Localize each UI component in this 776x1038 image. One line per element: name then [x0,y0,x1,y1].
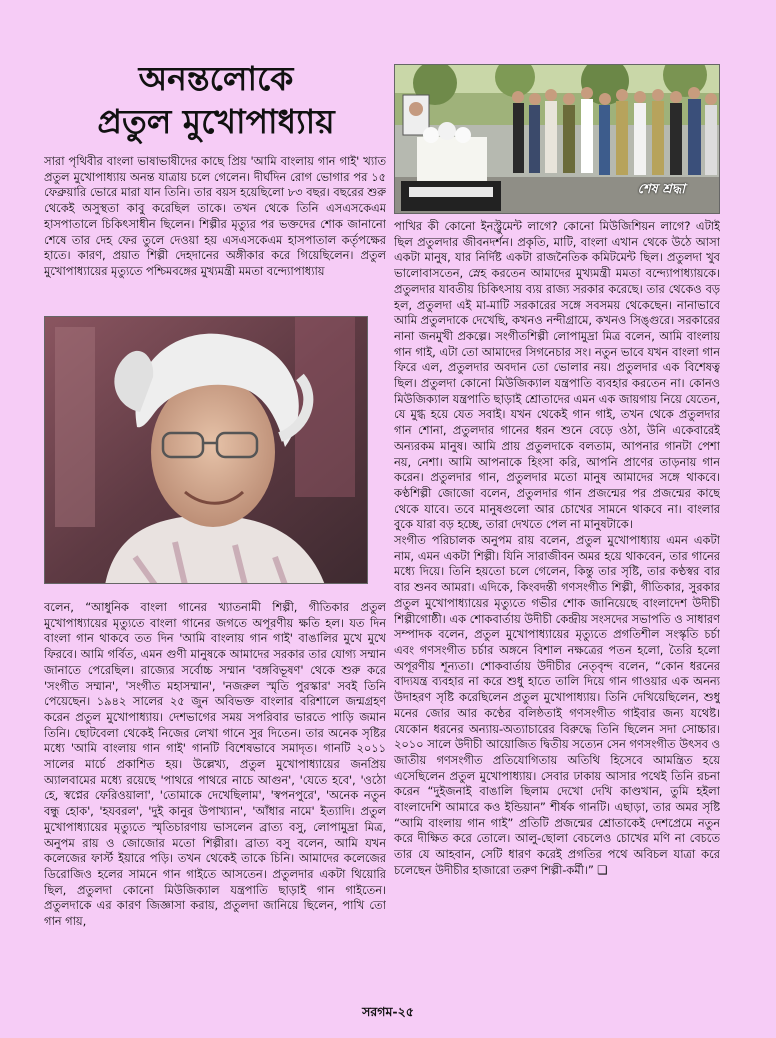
page-footer: সরগম-২৫ [362,1004,414,1019]
title-line-1: অনন্তলোকে [138,59,294,98]
article-title [44,58,388,144]
quote-paragraph: বলেন, “আধুনিক বাংলা গানের খ্যাতনামী শিল্পী, গীতিকার প্রতুল মুখোপাধ্যায়ের মৃত্যুতে বাংলা গানের জগতে অপূরণীয় ক্ষতি হল। যত দিন বাংলা গান থাকবে তত দিন 'আমি বাংলায় গান গাই' বাঙালির মুখে মুখে ফিরবে। আমি গর্বিত, এমন গুণী মানুষকে আমাদের সরকার তার যোগ্য সম্মান জানাতে পেরেছিল। রাজ্যের সর্বোচ্চ সম্মান 'বঙ্গবিভূষণ' থেকে শুরু করে 'সংগীত সম্মান', 'সংগীত মহাসম্মান', 'নজরুল স্মৃতি পুরস্কার' সবই তিনি পেয়েছেন। ১৯৪২ সালের ২৫ জুন অবিভক্ত বাংলার বরিশালে জন্মগ্রহণ করেন প্রতুল মুখোপাধ্যায়। দেশভাগের সময় সপরিবার ভারতে পাড়ি জমান তিনি। ছোটবেলা থেকেই নিজের লেখা গানে সুর দিতেন। তার অনেক সৃষ্টির মধ্যে 'আমি বাংলায় গান গাই' গানটি বিশেষভাবে সমাদৃত। গানটি ২০১১ সালের মার্চে প্রকাশিত হয়। উল্লেখ্য, প্রতুল মুখোপাধ্যায়ের জনপ্রিয় অ্যালবামের মধ্যে রয়েছে 'পাথরে পাথরে নাচে আগুন', 'যেতে হবে', 'ওঠো হে, স্বপ্নের ফেরিওয়ালা', 'তোমাকে দেখেছিলাম', 'স্বপনপুরে', 'অনেক নতুন বন্ধু হোক', 'হযবরল', 'দুই কানুর উপাখ্যান', 'আঁধার নামে' ইত্যাদি। প্রতুল মুখোপাধ্যায়ের মৃত্যুতে স্মৃতিচারণায় ভাসলেন ব্রাত্য বসু, লোপামুদ্রা মিত্র, অনুপম রায় ও জোজোর মতো শিল্পীরা। ব্রাত্য বসু বলেন, আমি যখন কলেজের ফার্স্ট ইয়ারে পড়ি। তখন থেকেই তাকে চিনি। আমাদের কলেজের ডিরোজিও হলের সামনে গান গাইতে আসতেন। প্রতুলদার একটা থিয়োরি ছিল, প্রতুলদা কোনো মিউজিক্যাল যন্ত্রপাতি ছাড়াই গান গাইতেন। প্রতুলদাকে এর কারণ জিজ্ঞাসা করায়, প্রতুলদা জানিয়ে ছিলেন, পাখি তো গান গায়, [44,600,386,929]
portrait-illustration [45,317,368,584]
column-2-paragraph-2: সংগীত পরিচালক অনুপম রায় বলেন, প্রতুল মুখোপাধ্যায় এমন একটা নাম, এমন একটা শিল্পী। যিনি সারাজীবন অমর হয়ে থাকবেন, তার গানের মধ্যে দিয়ে। তিনি হয়তো চলে গেলেন, কিন্তু তার সৃষ্টি, তার কণ্ঠস্বর বার বার শুনব আমরা। এদিকে, কিংবদন্তী গণসংগীত শিল্পী, গীতিকার, সুরকার প্রতুল মুখোপাধ্যায়ের মৃত্যুতে গভীর শোক জানিয়েছে বাংলাদেশ উদীচী শিল্পীগোষ্ঠী। এক শোকবার্তায় উদীচী কেন্দ্রীয় সংসদের সভাপতি ও সাধারণ সম্পাদক বলেন, প্রতুল মুখোপাধ্যায়ের মৃত্যুতে প্রগতিশীল সংস্কৃতি চর্চা এবং গণসংগীত চর্চার অঙ্গনে বিশাল নক্ষত্রের পতন হলো, তৈরি হলো অপূরণীয় শূন্যতা। শোকবার্তায় উদীচীর নেতৃবৃন্দ বলেন, “কোন ধরনের বাদ্যযন্ত্র ব্যবহার না করে শুধু হাতে তালি দিয়ে গান গাওয়ার এক অনন্য উদাহরণ সৃষ্টি করেছিলেন প্রতুল মুখোপাধ্যায়। তিনি দেখিয়েছিলেন, শুধু মনের জোর আর কণ্ঠের বলিষ্ঠতাই গণসংগীত গাইবার জন্য যথেষ্ট। যেকোন ধরনের অন্যায়-অত্যাচারের বিরুদ্ধে তিনি ছিলেন সদা সোচ্চার। ২০১০ সালে উদীচী আয়োজিত দ্বিতীয় সত্যেন সেন গণসংগীত উৎসব ও জাতীয় গণসংগীত প্রতিযোগিতায় অতিথি হিসেবে আমন্ত্রিত হয়ে এসেছিলেন প্রতুল মুখোপাধ্যায়। সেবার ঢাকায় আসার পথেই তিনি রচনা করেন “দুইজনাই বাঙালি ছিলাম দেখো দেখি কাণ্ডখান, তুমি হইলা বাংলাদেশি আমারে কও ইন্ডিয়ান” শীর্ষক গানটি। এছাড়া, তার অমর সৃষ্টি “আমি বাংলায় গান গাই” প্রতিটি প্রজন্মের শ্রোতাকেই দেশপ্রেমে নতুন করে দীক্ষিত করে তোলে। আলু-ছোলা বেচলেও চোখের মণি না বেচতে তার যে আহবান, সেটি ধারণ করেই প্রগতির পথে অবিচল যাত্রা করে চলেছেন উদীচীর হাজারো তরুণ শিল্পী-কর্মী।” ❏ [394,533,720,877]
title-line-2: প্রতুল মুখোপাধ্যায় [97,102,335,141]
column-2-paragraph-1: পাখির কী কোনো ইনস্ট্রুমেন্ট লাগে? কোনো মিউজিশিয়ন লাগে? এটাই ছিল প্রতুলদার জীবনদর্শন। প্রকৃতি, মাটি, বাংলা এখান থেকে উঠে আসা একটা মানুষ, যার নির্দিষ্ট একটা রাজনৈতিক কমিটমেন্ট ছিল। প্রতুলদা খুব ভালোবাসতেন, স্নেহ করতেন আমাদের মুখ্যমন্ত্রী মমতা বন্দ্যোপাধ্যায়কে। প্রতুলদার যাবতীয় চিকিৎসায় ব্যয় রাজ্য সরকার করেছে। তার থেকেও বড় হল, প্রতুলদা এই মা-মাটি সরকারের সঙ্গে সবসময় থেকেছেন। নানাভাবে আমি প্রতুলদাকে দেখেছি, কখনও নন্দীগ্রামে, কখনও সিঙ্গুরে। সরকারের নানা জনমুখী প্রকল্পে। সংগীতশিল্পী লোপামুদ্রা মিত্র বলেন, আমি বাংলায় গান গাই, এটা তো আমাদের সিগনেচার সং। নতুন ভাবে যখন বাংলা গান ফিরে এল, প্রতুলদার অবদান তো ভোলার নয়। প্রতুলদার এক বিশেষত্ব ছিল। প্রতুলদা কোনো মিউজিক্যাল যন্ত্রপাতি ব্যবহার করতেন না। কোনও মিউজিক্যাল যন্ত্রপাতি ছাড়াই শ্রোতাদের এমন এক জায়গায় নিয়ে যেতেন, যে মুগ্ধ হয়ে যেত সবাই। যখন থেকেই গান গাই, তখন থেকে প্রতুলদার গান শোনা, প্রতুলদার গানের ধরন শুনে বেড়ে ওঠা, উনি একেবারেই অন্যরকম মানুষ। আমি প্রায় প্রতুলদাকে বলতাম, আপনার গানটা পেশা নয়, নেশা। আমি আপনাকে হিংসা করি, আপনি প্রাণের তাড়নায় গান করেন। প্রতুলদার গান, প্রতুলদার মতো মানুষ আমাদের সঙ্গে থাকবে। কণ্ঠশিল্পী জোজো বলেন, প্রতুলদার গান প্রজন্মের পর প্রজন্মের কাছে থেকে যাবে। তবে মানুষগুলো আর চোখের সামনে থাকবে না। বাংলার বুকে যারা বড় হচ্ছে, তারা দেখতে পেল না মানুষটাকে। [394,219,720,532]
column-1-top-text [44,154,386,312]
tribute-photo [394,64,720,214]
tribute-photo-caption: শেষ শ্রদ্ধা [637,182,685,197]
column-2-text [394,219,720,971]
lead-paragraph: সারা পৃথিবীর বাংলা ভাষাভাষীদের কাছে প্রিয় 'আমি বাংলায় গান গাই' খ্যাত প্রতুল মুখোপাধ্যায় অনন্ত যাত্রায় চলে গেলেন। দীর্ঘদিন রোগ ভোগার পর ১৫ ফেব্রুয়ারি ভোরে মারা যান তিনি। তার বয়স হয়েছিলো ৮৩ বছর। বছরের শুরু থেকেই অসুস্থতা কাবু করেছিল তাকে। তখন থেকে তিনি এসএসকেএম হাসপাতালে চিকিৎসাধীন ছিলেন। শিল্পীর মৃত্যুর পর ভক্তদের শোক জানানো শেষে তার দেহ ফের তুলে দেওয়া হয় এসএসকেএম হাসপাতাল কর্তৃপক্ষের হাতে। কারণ, প্রয়াত শিল্পী দেহদানের অঙ্গীকার করে গিয়েছিলেন। প্রতুল মুখোপাধ্যায়ের মৃত্যুতে পশ্চিমবঙ্গের মুখ্যমন্ত্রী মমতা বন্দ্যোপাধ্যায় [44,154,386,278]
portrait-photo [44,316,368,584]
column-1-bottom-text [44,600,386,970]
